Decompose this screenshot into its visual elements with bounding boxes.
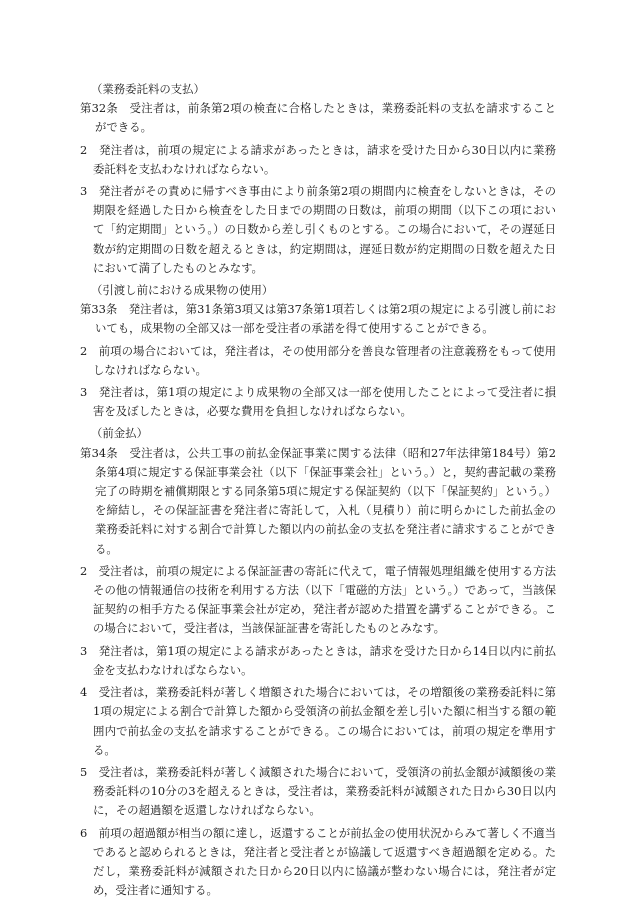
article-main-text: 第33条 発注者は，第31条第3項又は第37条第1項若しくは第2項の規定による引渡し前においても，成果物の全部又は一部を受注者の承諾を得て使用することができる。 (80, 302, 556, 336)
paragraph-text: 2 発注者は，前項の規定による請求があったときは，請求を受けた日から30日以内に業務委託料を支払わなければならない。 (80, 142, 556, 176)
section-article-33 (80, 281, 556, 421)
section-article-34 (80, 424, 556, 900)
paragraph-text: 2 受注者は，前項の規定による保証証書の寄託に代えて，電子情報処理組織を使用する方法その他の情報通信の技術を利用する方法（以下「電磁的方法」という。）であって，当該保証契約の相手方たる保証事業会社が定め，発注者が認めた措置を講ずることができる。この場合において，受注者は，当該保証証書を寄託したものとみなす。 (80, 563, 556, 636)
paragraph-text: 6 前項の超過額が相当の額に達し，返還することが前払金の使用状況からみて著しく不適当であると認められるときは，発注者と受注者とが協議して返還すべき超過額を定める。ただし，業務委託料が減額された日から20日以内に協議が整わない場合には，発注者が定め，受注者に通知する。 (80, 825, 556, 898)
paragraph-text: 3 発注者は，第1項の規定による請求があったときは，請求を受けた日から14日以内に前払金を支払わなければならない。 (80, 643, 556, 677)
paragraph-text: 3 発注者がその責めに帰すべき事由により前条第2項の期間内に検査をしないときは，その期限を経過した日から検査をした日までの期間の日数は，前項の期間（以下この項において「約定期間」という。）の日数から差し引くものとする。この場合において，その遅延日数が約定期間の日数を超えるときは，約定期間は，遅延日数が約定期間の日数を超えた日において満了したものとみなす。 (80, 184, 556, 275)
section-heading: （引渡し前における成果物の使用） (91, 283, 274, 298)
document-body (80, 80, 556, 900)
paragraph-text: 4 受注者は，業務委託料が著しく増額された場合においては，その増額後の業務委託料に第1項の規定による割合で計算した額から受領済の前払金額を差し引いた額に相当する額の範囲内で前払金の支払を請求することができる。この場合においては，前項の規定を準用する。 (80, 685, 556, 757)
section-heading: （業務委託料の支払） (91, 82, 205, 96)
article-main-text: 第34条 受注者は，公共工事の前払金保証事業に関する法律（昭和27年法律第184号）第2条第4項に規定する保証事業会社（以下「保証事業会社」という。）と，契約書記載の業務完了の時期を補償期限とする同条第5項に規定する保証契約（以下「保証契約」という。）を締結し，その保証証書を発注者に寄託して，入札（見積り）前に明らかにした前払金の業務委託料に対する割合で計算した額以内の前払金の支払を発注者に請求することができる。 (80, 445, 556, 556)
section-article-32 (80, 80, 556, 278)
paragraph-text: 2 前項の場合においては，発注者は，その使用部分を善良な管理者の注意義務をもって使用しなければならない。 (80, 343, 556, 377)
paragraph-text: 5 受注者は，業務委託料が著しく減額された場合において，受領済の前払金額が減額後の業務委託料の10分の3を超えるときは，受注者は，業務委託料が減額された日から30日以内に，その超過額を返還しなければならない。 (80, 764, 556, 818)
section-heading: （前金払） (91, 426, 148, 441)
paragraph-text: 3 発注者は，第1項の規定により成果物の全部又は一部を使用したことによって受注者に損害を及ぼしたときは，必要な費用を負担しなければならない。 (80, 385, 556, 419)
article-main-text: 第32条 受注者は，前条第2項の検査に合格したときは，業務委託料の支払を請求することができる。 (80, 101, 556, 135)
